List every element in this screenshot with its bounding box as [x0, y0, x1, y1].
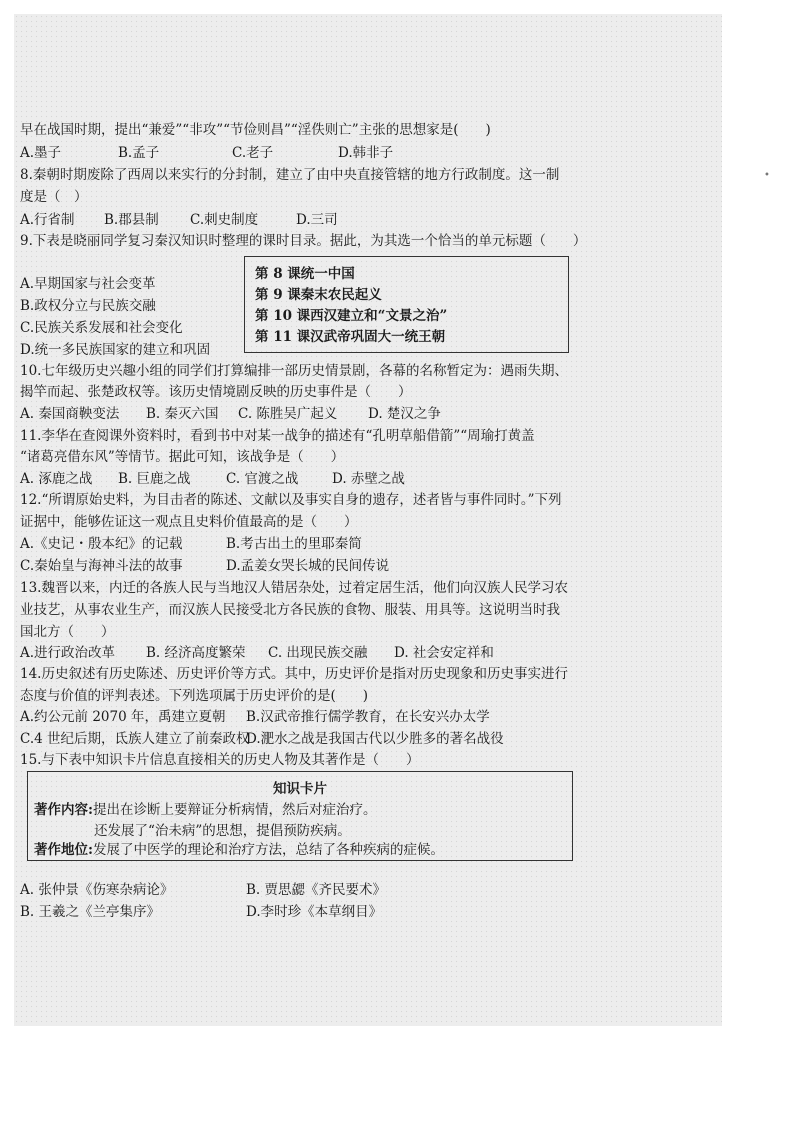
q11-stem-line2: “诸葛亮借东风”等情节。据此可知，该战争是（ ）: [20, 449, 345, 465]
q9-option-a: A.早期国家与社会变革: [20, 276, 156, 292]
q15-option-d: D.李时珍《本草纲目》: [246, 904, 383, 920]
q11-option-b: B. 巨鹿之战: [118, 471, 191, 487]
q7-option-a: A.墨子: [20, 145, 62, 161]
q9-lesson-10: 第 10 课西汉建立和“文景之治”: [255, 308, 448, 324]
q10-option-a: A. 秦国商鞅变法: [20, 406, 120, 422]
q8-option-d: D.三司: [296, 212, 338, 228]
q14-stem-line2: 态度与价值的评判表述。下列选项属于历史评价的是( ): [20, 688, 369, 704]
q7-option-d: D.韩非子: [338, 145, 394, 161]
q14-option-d: D.淝水之战是我国古代以少胜多的著名战役: [246, 731, 504, 747]
q11-option-a: A. 涿鹿之战: [20, 471, 93, 487]
q9-lesson-8: 第 8 课统一中国: [255, 266, 355, 282]
q15-stem: 15.与下表中知识卡片信息直接相关的历史人物及其著作是（ ）: [20, 752, 420, 768]
q8-option-a: A.行省制: [20, 212, 75, 228]
card-status-text: 发展了中医学的理论和治疗方法，总结了各种疾病的症候。: [92, 842, 444, 858]
q14-option-c: C.4 世纪后期，氐族人建立了前秦政权: [20, 731, 250, 747]
q9-option-b: B.政权分立与民族交融: [20, 298, 156, 314]
q8-stem-line1: 8.秦朝时期废除了西周以来实行的分封制，建立了由中央直接管辖的地方行政制度。这一制: [20, 167, 560, 183]
card-content-text-2: 还发展了“治未病”的思想，提倡预防疾病。: [94, 823, 351, 839]
q11-stem-line1: 11.李华在查阅课外资料时，看到书中对某一战争的描述有“孔明草船借箭”“周瑜打黄盖: [20, 428, 535, 444]
q9-lesson-11: 第 11 课汉武帝巩固大一统王朝: [255, 329, 446, 345]
q9-lesson-table: [244, 256, 569, 353]
q13-option-c: C. 出现民族交融: [268, 645, 368, 661]
q9-option-d: D.统一多民族国家的建立和巩固: [20, 342, 211, 358]
q14-stem-line1: 14.历史叙述有历史陈述、历史评价等方式。其中，历史评价是指对历史现象和历史事实进行: [20, 666, 568, 682]
q9-stem: 9.下表是晓丽同学复习秦汉知识时整理的课时目录。据此，为其选一个恰当的单元标题（ ）: [20, 233, 587, 249]
q7-option-c: C.老子: [232, 145, 274, 161]
q11-option-c: C. 官渡之战: [226, 471, 299, 487]
q13-option-b: B. 经济高度繁荣: [146, 645, 246, 661]
q14-option-b: B.汉武帝推行儒学教育，在长安兴办太学: [246, 709, 490, 725]
q13-option-a: A.进行政治改革: [20, 645, 116, 661]
q12-option-a: A.《史记・殷本纪》的记载: [20, 536, 183, 552]
q12-stem-line2: 证据中，能够佐证这一观点且史料价值最高的是（ ）: [20, 514, 358, 530]
q15-option-b2: B. 王羲之《兰亭集序》: [20, 904, 161, 920]
q9-option-c: C.民族关系发展和社会变化: [20, 320, 183, 336]
q10-stem-line2: 揭竿而起、张楚政权等。该历史情境剧反映的历史事件是（ ）: [20, 384, 412, 400]
q9-lesson-9: 第 9 课秦末农民起义: [255, 287, 382, 303]
q13-stem-line3: 国北方（ ）: [20, 624, 115, 640]
card-status-row: [34, 838, 444, 858]
q8-stem-line2: 度是（ ）: [20, 189, 88, 205]
card-status-label: 著作地位:: [34, 842, 93, 858]
q14-option-a: A.约公元前 2070 年，禹建立夏朝: [20, 709, 226, 725]
q15-option-a: A. 张仲景《伤寒杂病论》: [20, 882, 174, 898]
knowledge-card: [27, 771, 573, 861]
q12-option-d: D.孟姜女哭长城的民间传说: [226, 558, 390, 574]
q12-stem-line1: 12.“所谓原始史料，为目击者的陈述、文献以及事实自身的遗存，述者皆与事件同时。”下列: [20, 492, 562, 508]
q7-option-b: B.孟子: [118, 145, 160, 161]
q13-stem-line1: 13.魏晋以来，内迁的各族人民与当地汉人错居杂处，过着定居生活，他们向汉族人民学习农: [20, 580, 568, 596]
card-content-text: 提出在诊断上要辩证分析病情，然后对症治疗。: [92, 802, 377, 818]
q10-stem-line1: 10.七年级历史兴趣小组的同学们打算编排一部历史情景剧，各幕的名称暂定为：遇雨失期、: [20, 363, 568, 379]
q7-stem: 早在战国时期，提出“兼爱”“非攻”“节俭则昌”“淫佚则亡”主张的思想家是( ): [20, 122, 491, 138]
card-content-row: [34, 798, 376, 818]
q8-option-b: B.郡县制: [104, 212, 159, 228]
q13-option-d: D. 社会安定祥和: [394, 645, 494, 661]
scan-mark: •: [764, 170, 770, 181]
q10-option-c: C. 陈胜吴广起义: [238, 406, 338, 422]
q8-option-c: C.刺史制度: [190, 212, 259, 228]
q13-stem-line2: 业技艺，从事农业生产，而汉族人民接受北方各民族的食物、服装、用具等。这说明当时我: [20, 602, 560, 618]
q10-option-d: D. 楚汉之争: [368, 406, 441, 422]
q11-option-d: D. 赤壁之战: [332, 471, 405, 487]
q10-option-b: B. 秦灭六国: [146, 406, 219, 422]
knowledge-card-title: 知识卡片: [273, 781, 327, 797]
q15-option-b: B. 贾思勰《齐民要术》: [246, 882, 387, 898]
card-content-label: 著作内容:: [34, 802, 93, 818]
q12-option-c: C.秦始皇与海神斗法的故事: [20, 558, 183, 574]
q12-option-b: B.考古出土的里耶秦简: [226, 536, 362, 552]
